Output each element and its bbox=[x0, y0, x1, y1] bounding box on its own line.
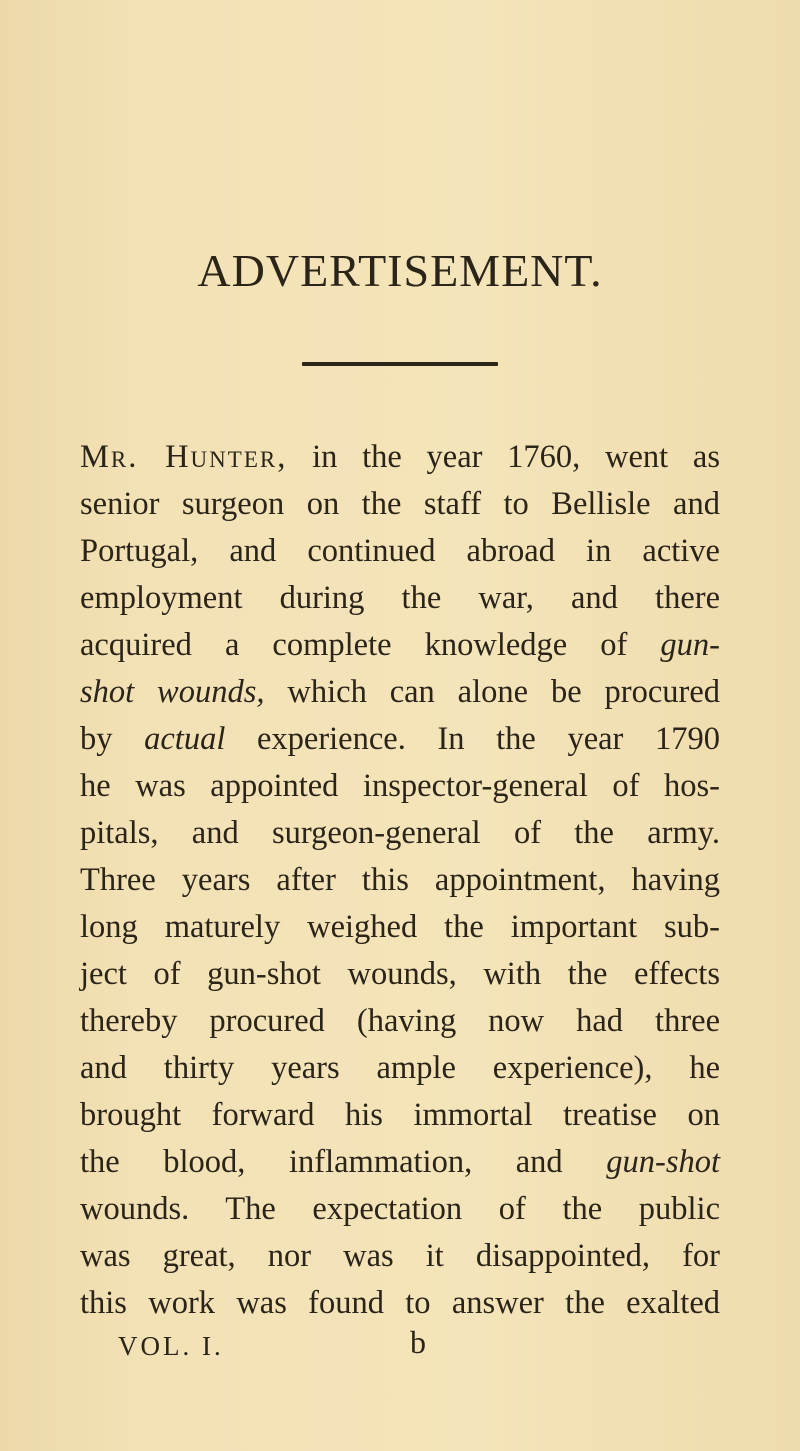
sheet-signature: b bbox=[410, 1324, 426, 1360]
text-line-15: brought forward his immortal treatise on bbox=[80, 1097, 720, 1133]
author-name: Mr. Hunter, bbox=[80, 439, 288, 475]
text-line-11: long maturely weighed the important sub- bbox=[80, 909, 720, 945]
text-line-7 bbox=[80, 716, 720, 763]
text-line-5-pre: acquired a complete knowledge of bbox=[80, 627, 661, 663]
text-line-13: thereby procured (having now had three bbox=[80, 1003, 720, 1039]
text-line-3: Portugal, and continued abroad in active bbox=[80, 533, 720, 569]
text-line-12: ject of gun-shot wounds, with the effects bbox=[80, 956, 720, 992]
text-line-5-italic: gun- bbox=[660, 627, 720, 663]
text-line-7-pre: by bbox=[80, 721, 145, 757]
text-line-1 bbox=[80, 434, 720, 481]
text-line-7-post: experience. In the year 1790 bbox=[225, 721, 720, 757]
page-title: ADVERTISEMENT. bbox=[197, 245, 603, 296]
text-line-2: senior surgeon on the staff to Bellisle and bbox=[80, 486, 720, 522]
text-line-8: he was appointed inspector-general of hos- bbox=[80, 768, 720, 804]
title-rule bbox=[302, 362, 498, 366]
text-line-6 bbox=[80, 669, 720, 716]
text-line-7-italic: actual bbox=[144, 721, 226, 757]
text-line-9: pitals, and surgeon-general of the army. bbox=[80, 815, 720, 851]
text-line-1-rest: in the year 1760, went as bbox=[287, 439, 721, 475]
text-line-10: Three years after this appointment, having bbox=[80, 862, 720, 898]
text-line-17: wounds. The expectation of the public bbox=[80, 1191, 720, 1227]
text-line-16-pre: the blood, inflammation, and bbox=[80, 1144, 607, 1180]
text-line-18: was great, nor was it disappointed, for bbox=[80, 1238, 720, 1274]
text-line-6-italic: shot wounds, bbox=[80, 674, 265, 710]
text-line-5 bbox=[80, 622, 720, 669]
text-line-6-post: which can alone be procured bbox=[264, 674, 720, 710]
text-line-4: employment during the war, and there bbox=[80, 580, 720, 616]
text-line-14: and thirty years ample experience), he bbox=[80, 1050, 720, 1086]
volume-signature: VOL. I. bbox=[118, 1331, 224, 1361]
text-line-16 bbox=[80, 1139, 720, 1186]
text-line-19: this work was found to answer the exalted bbox=[80, 1285, 720, 1321]
text-line-16-italic: gun-shot bbox=[606, 1144, 720, 1180]
